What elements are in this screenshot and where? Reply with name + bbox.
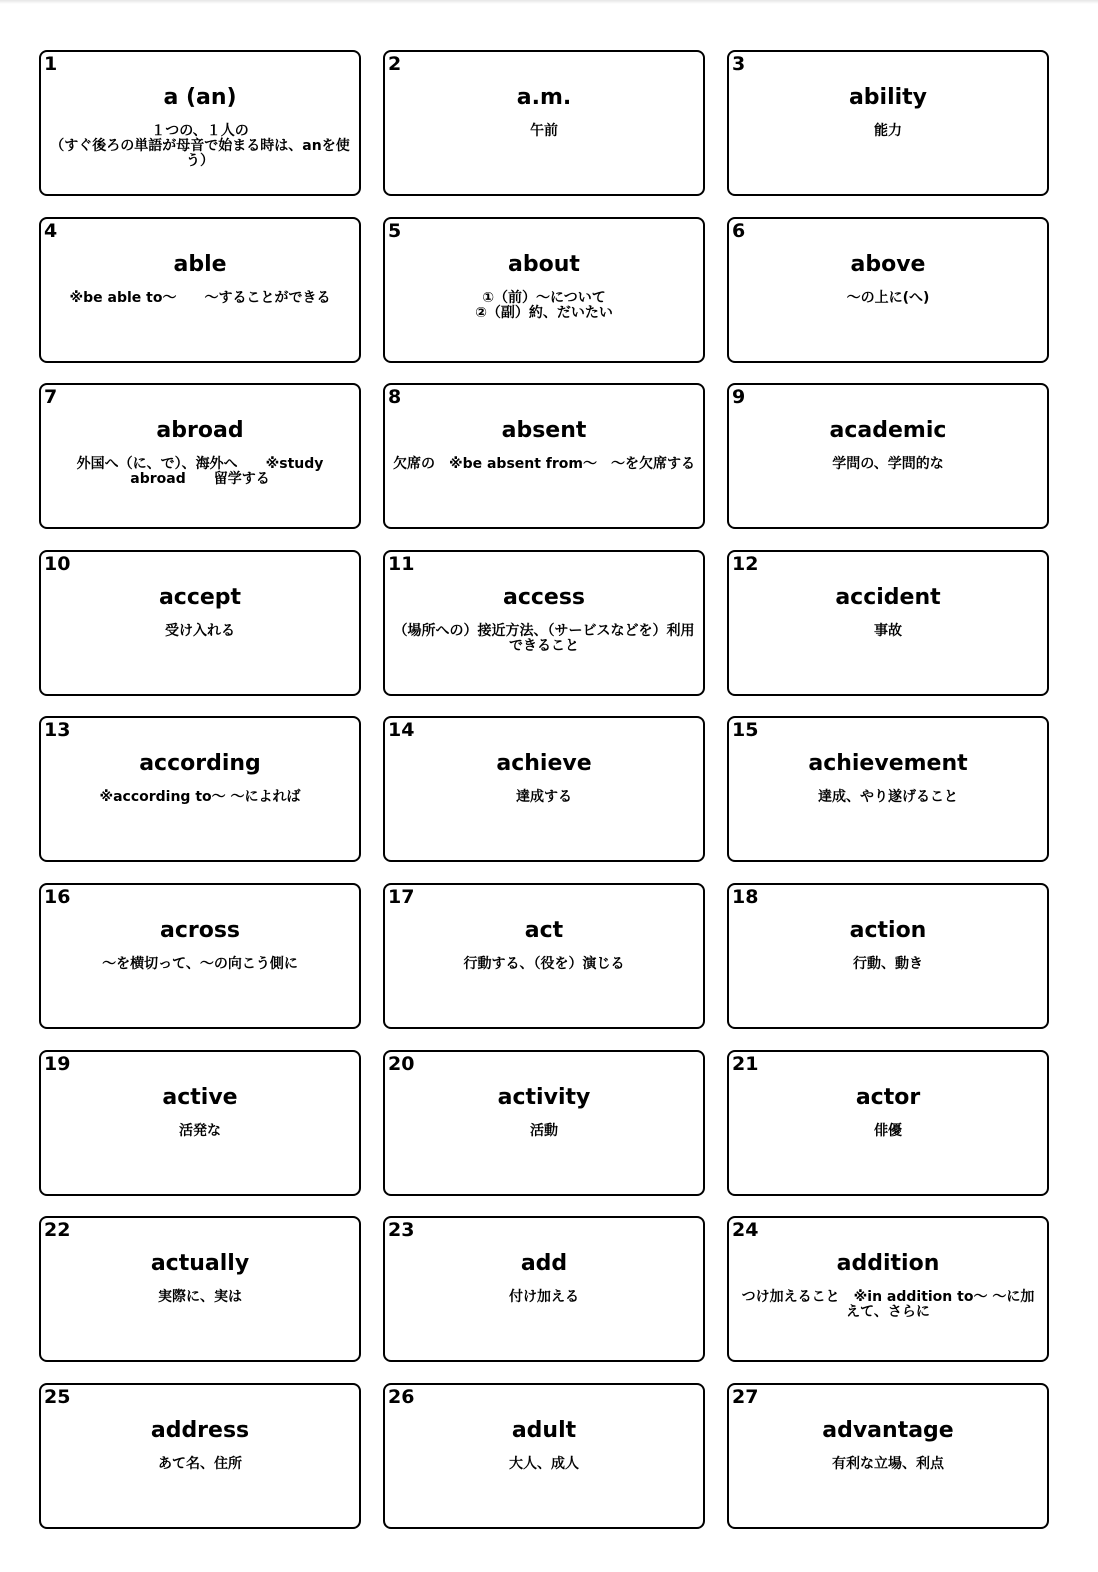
card-meaning: ～を横切って、～の向こう側に xyxy=(102,955,298,972)
card-meaning: 学問の、学問的な xyxy=(832,456,944,473)
card-word: adult xyxy=(511,1417,577,1443)
card-meaning: 有利な立場、利点 xyxy=(832,1455,944,1472)
card-number: 17 xyxy=(388,885,415,908)
card-word: about xyxy=(508,251,580,277)
flashcard xyxy=(727,1383,1049,1529)
card-word: activity xyxy=(497,1084,591,1110)
card-number: 24 xyxy=(732,1219,759,1242)
flashcard xyxy=(727,716,1049,862)
flashcard xyxy=(383,1383,705,1529)
card-meaning: つけ加えること ※in addition to～ ～に加えて、さらに xyxy=(741,1289,1035,1321)
card-number: 15 xyxy=(732,719,759,742)
card-word: a (an) xyxy=(163,85,237,110)
flashcard xyxy=(39,1383,361,1529)
card-number: 19 xyxy=(44,1052,71,1075)
card-number: 25 xyxy=(44,1385,71,1408)
flashcard-grid xyxy=(39,50,1049,1529)
page-top-edge xyxy=(0,0,1098,4)
card-word: across xyxy=(159,917,241,943)
card-word: add xyxy=(520,1251,568,1277)
flashcard xyxy=(383,550,705,696)
flashcard xyxy=(727,1216,1049,1362)
flashcard xyxy=(727,550,1049,696)
card-number: 14 xyxy=(388,719,415,742)
card-number: 8 xyxy=(388,386,402,409)
card-word: above xyxy=(850,251,926,277)
card-meaning: 大人、成人 xyxy=(509,1455,579,1472)
card-word: able xyxy=(173,251,227,277)
card-word: academic xyxy=(829,418,947,444)
flashcard xyxy=(39,217,361,363)
card-meaning: 活発な xyxy=(179,1122,221,1139)
card-meaning: （場所への）接近方法、（サービスなどを）利用できること xyxy=(393,622,695,654)
card-meaning: 達成、やり遂げること xyxy=(818,789,958,806)
card-word: actually xyxy=(150,1251,250,1277)
card-number: 12 xyxy=(732,552,759,575)
flashcard xyxy=(383,217,705,363)
card-word: addition xyxy=(836,1251,940,1277)
flashcard xyxy=(383,50,705,196)
card-number: 16 xyxy=(44,885,71,908)
card-meaning: 実際に、実は xyxy=(158,1289,242,1306)
card-meaning: ～の上に(へ) xyxy=(846,289,930,306)
card-number: 26 xyxy=(388,1385,415,1408)
card-meaning: ※be able to～ ～することができる xyxy=(69,289,331,306)
flashcard xyxy=(39,883,361,1029)
flashcard xyxy=(727,383,1049,529)
flashcard xyxy=(383,1216,705,1362)
card-word: achievement xyxy=(808,751,968,777)
card-number: 23 xyxy=(388,1219,415,1242)
card-meaning: 活動 xyxy=(530,1122,558,1139)
flashcard xyxy=(39,1216,361,1362)
flashcard xyxy=(727,1050,1049,1196)
card-word: advantage xyxy=(822,1417,954,1443)
card-word: accept xyxy=(158,584,242,610)
card-number: 11 xyxy=(388,552,415,575)
card-word: accident xyxy=(835,584,941,610)
flashcard xyxy=(727,883,1049,1029)
flashcard xyxy=(383,883,705,1029)
card-number: 3 xyxy=(732,53,746,75)
flashcard xyxy=(39,50,361,196)
card-number: 9 xyxy=(732,386,746,409)
card-number: 2 xyxy=(388,53,402,75)
card-word: according xyxy=(139,751,261,777)
card-meaning: 達成する xyxy=(516,789,572,806)
card-word: absent xyxy=(501,418,587,444)
card-meaning: 能力 xyxy=(874,123,902,139)
card-meaning: 俳優 xyxy=(874,1122,902,1139)
card-meaning: 受け入れる xyxy=(165,622,235,639)
card-word: actor xyxy=(855,1084,921,1110)
card-number: 5 xyxy=(388,219,402,242)
card-number: 7 xyxy=(44,386,58,409)
flashcard xyxy=(39,716,361,862)
card-word: ability xyxy=(848,85,928,110)
card-meaning: 事故 xyxy=(874,622,902,639)
card-word: abroad xyxy=(156,418,244,444)
card-meaning: ①（前）～について ②（副）約、だいたい xyxy=(475,289,613,321)
card-word: act xyxy=(524,917,564,943)
card-number: 6 xyxy=(732,219,746,242)
card-word: a.m. xyxy=(516,85,572,110)
card-meaning: 午前 xyxy=(530,123,558,139)
card-word: action xyxy=(849,917,927,943)
card-meaning: １つの、１人の （すぐ後ろの単語が母音で始まる時は、anを使う） xyxy=(50,123,350,169)
card-word: achieve xyxy=(496,751,592,777)
card-word: active xyxy=(162,1084,238,1110)
card-number: 22 xyxy=(44,1219,71,1242)
flashcard xyxy=(383,383,705,529)
card-number: 4 xyxy=(44,219,58,242)
flashcard xyxy=(383,716,705,862)
card-number: 18 xyxy=(732,885,759,908)
card-number: 20 xyxy=(388,1052,415,1075)
card-meaning: 行動、動き xyxy=(853,955,923,972)
flashcard xyxy=(39,1050,361,1196)
card-word: access xyxy=(502,584,586,610)
card-meaning: あて名、住所 xyxy=(158,1455,242,1472)
card-number: 21 xyxy=(732,1052,759,1075)
card-number: 1 xyxy=(44,53,58,75)
flashcard xyxy=(727,217,1049,363)
flashcard xyxy=(383,1050,705,1196)
card-meaning: 欠席の ※be absent from～ ～を欠席する xyxy=(392,456,696,473)
card-meaning: 外国へ（に、で）、海外へ ※study abroad 留学する xyxy=(76,456,324,488)
card-meaning: ※according to～ ～によれば xyxy=(99,789,301,806)
card-number: 13 xyxy=(44,719,71,742)
card-number: 27 xyxy=(732,1385,759,1408)
flashcard xyxy=(39,383,361,529)
card-meaning: 付け加える xyxy=(509,1289,579,1306)
card-word: address xyxy=(150,1417,250,1443)
flashcard xyxy=(727,50,1049,196)
card-meaning: 行動する、（役を）演じる xyxy=(463,955,625,972)
flashcard xyxy=(39,550,361,696)
card-number: 10 xyxy=(44,552,71,575)
